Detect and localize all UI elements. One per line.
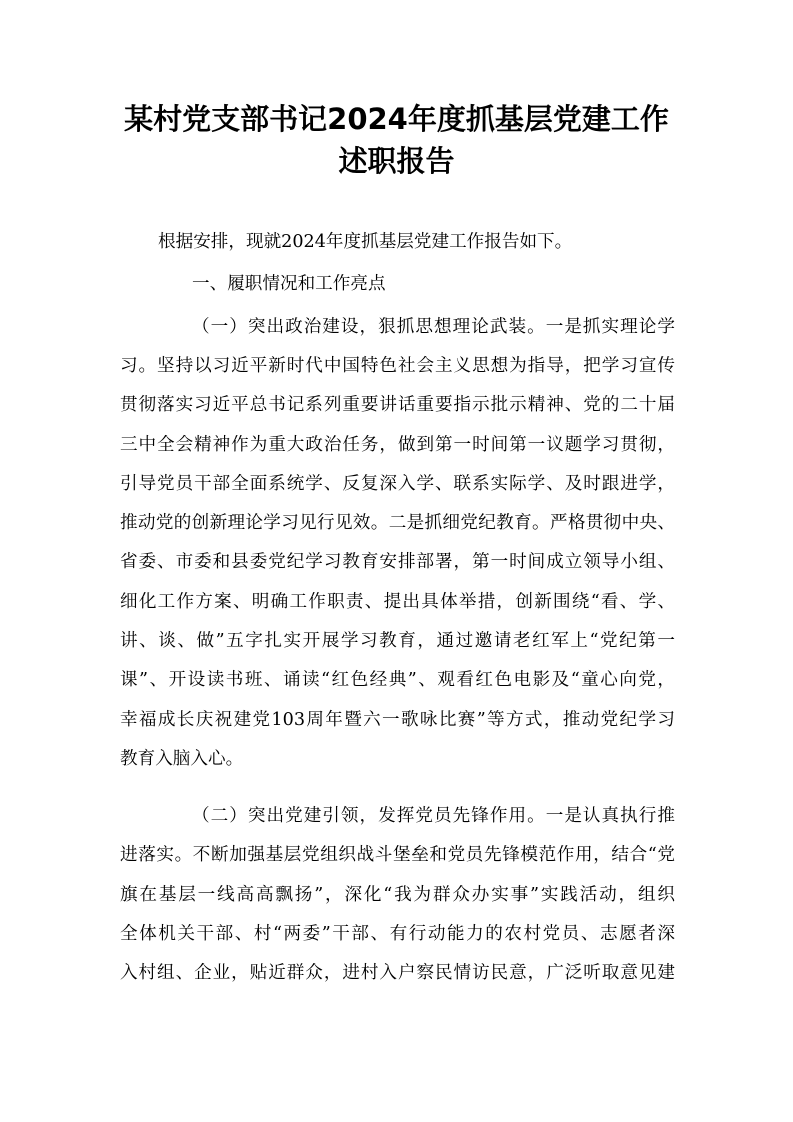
paragraph-1-line: 推动党的创新理论学习见行见效。二是抓细党纪教育。严格贯彻中央、: [120, 513, 675, 533]
paragraph-1-line: 贯彻落实习近平总书记系列重要讲话重要指示批示精神、党的二十届: [120, 395, 675, 415]
paragraph-1-line: 省委、市委和县委党纪学习教育安排部署，第一时间成立领导小组、: [120, 552, 675, 572]
intro-paragraph: 根据安排，现就2024年度抓基层党建工作报告如下。: [158, 232, 573, 252]
paragraph-1-line: 教育入脑入心。: [120, 749, 244, 769]
paragraph-1-line: 习。坚持以习近平新时代中国特色社会主义思想为指导，把学习宣传: [120, 356, 675, 376]
paragraph-2-line: 入村组、企业，贴近群众，进村入户察民情访民意，广泛听取意见建: [120, 963, 675, 983]
paragraph-1-line: 引导党员干部全面系统学、反复深入学、联系实际学、及时跟进学，: [120, 474, 675, 494]
document-title-line-2: 述职报告: [338, 144, 455, 178]
paragraph-2-line: （二）突出党建引领，发挥党员先锋作用。一是认真执行推: [192, 806, 675, 826]
paragraph-2-line: 进落实。不断加强基层党组织战斗堡垒和党员先锋模范作用，结合“党: [120, 845, 675, 865]
section-heading-1: 一、履职情况和工作亮点: [192, 274, 386, 294]
paragraph-1-line: 幸福成长庆祝建党103周年暨六一歌咏比赛”等方式，推动党纪学习: [120, 710, 675, 730]
paragraph-2-line: 全体机关干部、村“两委”干部、有行动能力的农村党员、志愿者深: [120, 924, 675, 944]
paragraph-1-line: （一）突出政治建设，狠抓思想理论武装。一是抓实理论学: [192, 317, 675, 337]
paragraph-1-line: 课”、开设读书班、诵读“红色经典”、观看红色电影及“童心向党，: [120, 670, 675, 690]
document-title-line-1: 某村党支部书记2024年度抓基层党建工作: [124, 102, 669, 136]
paragraph-2-line: 旗在基层一线高高飘扬”，深化“我为群众办实事”实践活动，组织: [120, 885, 675, 905]
paragraph-1-line: 讲、谈、做”五字扎实开展学习教育，通过邀请老红军上“党纪第一: [120, 631, 675, 651]
paragraph-1-line: 细化工作方案、明确工作职责、提出具体举措，创新围绕“看、学、: [120, 592, 675, 612]
paragraph-1-line: 三中全会精神作为重大政治任务，做到第一时间第一议题学习贯彻，: [120, 435, 675, 455]
